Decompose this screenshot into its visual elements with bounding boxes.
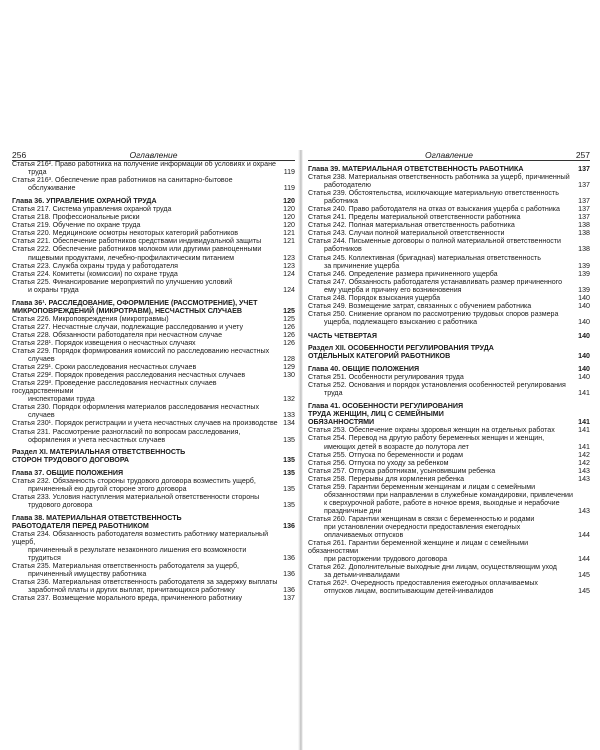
- toc-entry-row: [308, 426, 590, 434]
- toc-entry-title: Статья 237. Возмещение морального вреда, причиненного работнику: [12, 594, 243, 603]
- toc-entry-title: ОТДЕЛЬНЫХ КАТЕГОРИЙ РАБОТНИКОВ: [308, 352, 451, 361]
- toc-entry-title: Статья 260. Гарантии женщинам в связи с беременностью и родами: [308, 514, 535, 523]
- toc-page-number: 138: [578, 245, 590, 254]
- toc-entry-row: [308, 515, 590, 523]
- toc-entry-title: Статья 254. Перевод на другую работу беременных женщин и женщин,: [308, 434, 545, 443]
- toc-entry-row: [308, 310, 590, 318]
- toc-entry-title: Статья 255. Отпуска по беременности и родам: [308, 450, 463, 459]
- toc-entry-title: имеющих детей в возрасте до полутора лет: [324, 442, 469, 451]
- toc-page-number: 133: [283, 411, 295, 420]
- toc-page-number: 135: [283, 484, 295, 493]
- toc-page-number: 141: [578, 426, 590, 435]
- toc-entry-row: [12, 315, 295, 323]
- toc-page-number: 137: [283, 594, 295, 603]
- toc-entry-row: [12, 586, 295, 594]
- toc-entry-row: [12, 205, 295, 213]
- toc-entry-title: Раздел XII. ОСОБЕННОСТИ РЕГУЛИРОВАНИЯ ТРУДА: [308, 343, 494, 352]
- toc-page-number: 138: [578, 229, 590, 238]
- toc-entry-title: Статья 230¹. Порядок регистрации и учета несчастных случаев на производстве: [12, 419, 278, 428]
- toc-section-row: [12, 448, 295, 456]
- toc-page-number: 121: [283, 237, 295, 246]
- toc-entry-title: оформления и учета несчастных случаев: [28, 435, 166, 444]
- toc-entry-row: [308, 181, 590, 189]
- toc-entry-title: Статья 245. Коллективная (бригадная) материальная ответственность: [308, 253, 541, 262]
- toc-entry-row: [308, 571, 590, 579]
- toc-entry-title: Глава 41. ОСОБЕННОСТИ РЕГУЛИРОВАНИЯ: [308, 402, 464, 411]
- toc-entry-title: инспекторами труда: [28, 395, 95, 404]
- toc-entry-title: Статья 249. Возмещение затрат, связанных с обучением работника: [308, 301, 532, 310]
- toc-entry-title: работника: [324, 197, 359, 206]
- toc-entry-title: Статья 251. Особенности регулирования труда: [308, 373, 464, 382]
- toc-entry-row: [308, 237, 590, 245]
- toc-entry-title: причиненный в результате незаконного лишения его возможности трудиться: [28, 546, 247, 563]
- toc-entry-row: [12, 578, 295, 586]
- toc-page-number: 143: [578, 506, 590, 515]
- toc-entry-title: Статья 219. Обучение по охране труда: [12, 221, 141, 230]
- toc-entry-title: Статья 229³. Проведение расследования несчастных случаев государственными: [12, 379, 217, 396]
- toc-entry-title: Статья 233. Условия наступления материальной ответственности стороны: [12, 492, 260, 501]
- toc-page-number: 135: [283, 468, 295, 477]
- toc-entry-row: [12, 355, 295, 363]
- toc-section-row: [308, 344, 590, 352]
- toc-page-number: 137: [578, 213, 590, 222]
- toc-entry-row: [12, 428, 295, 436]
- toc-page-number: 125: [283, 306, 295, 315]
- toc-entry-title: случаев: [28, 355, 55, 364]
- toc-entry-row: [12, 530, 295, 546]
- toc-entry-title: Статья 216³. Обеспечение прав работников на санитарно-бытовое: [12, 176, 233, 185]
- toc-entry-title: Статья 244. Письменные договоры о полной материальной ответственности: [308, 237, 562, 246]
- toc-page-number: 123: [283, 261, 295, 270]
- toc-entry-title: работодателю: [324, 181, 371, 190]
- blank-top-margin: [0, 0, 600, 148]
- toc-page-number: 137: [578, 181, 590, 190]
- toc-page-number: 120: [283, 205, 295, 214]
- toc-entry-row: [12, 323, 295, 331]
- toc-entry-row: [12, 286, 295, 294]
- toc-entry-row: [12, 403, 295, 411]
- toc-entry-row: [308, 483, 590, 491]
- toc-entry-title: ему ущерба и причину его возникновения: [324, 285, 462, 294]
- toc-entry-row: [12, 221, 295, 229]
- toc-entry-title: Статья 250. Снижение органом по рассмотрению трудовых споров размера: [308, 309, 559, 318]
- toc-entry-title: Статья 238. Материальная ответственность работника за ущерб, причиненный: [308, 173, 570, 182]
- toc-entry-title: Статья 246. Определение размера причиненного ущерба: [308, 269, 498, 278]
- toc-page-number: 134: [283, 419, 295, 428]
- toc-entry-title: Статья 262. Дополнительные выходные дни лицам, осуществляющим уход: [308, 563, 557, 572]
- toc-entry-row: [308, 587, 590, 595]
- toc-entry-title: заработной платы и других выплат, причитающихся работнику: [28, 586, 235, 595]
- toc-page-number: 140: [578, 331, 590, 340]
- toc-entry-row: [308, 286, 590, 294]
- toc-entry-row: [308, 245, 590, 253]
- toc-page-number: 120: [283, 221, 295, 230]
- toc-page-number: 124: [283, 269, 295, 278]
- toc-part-row: [308, 332, 590, 340]
- toc-entry-row: [308, 294, 590, 302]
- toc-entry-title: Глава 36. УПРАВЛЕНИЕ ОХРАНОЙ ТРУДА: [12, 197, 157, 206]
- toc-entry-row: [308, 381, 590, 389]
- toc-entry-row: [12, 278, 295, 286]
- toc-entry-title: Статья 230. Порядок оформления материалов расследования несчастных: [12, 403, 260, 412]
- toc-page-number: 136: [283, 570, 295, 579]
- toc-page-number: 126: [283, 322, 295, 331]
- toc-entry-title: обязанностями при направлении в служебные командировки, привлечении: [324, 490, 573, 499]
- toc-page-number: 139: [578, 285, 590, 294]
- toc-entry-title: Статья 240. Право работодателя на отказ от взыскания ущерба с работника: [308, 205, 560, 214]
- toc-entry-row: [308, 302, 590, 310]
- toc-entry-title: оплачиваемых отпусков: [324, 531, 404, 540]
- toc-entry-row: [308, 318, 590, 326]
- toc-entry-title: Статья 224. Комитеты (комиссии) по охране труда: [12, 269, 178, 278]
- toc-page-number: 141: [578, 442, 590, 451]
- toc-entry-title: Статья 252. Основания и порядок установления особенностей регулирования: [308, 381, 566, 390]
- toc-entry-row: [12, 229, 295, 237]
- toc-entry-title: Статья 231. Рассмотрение разногласий по вопросам расследования,: [12, 427, 241, 436]
- toc-entry-row: [308, 270, 590, 278]
- toc-entry-title: Статья 234. Обязанность работодателя возместить работнику материальный ущерб,: [12, 530, 269, 547]
- toc-page-number: 132: [283, 395, 295, 404]
- toc-entry-title: Глава 39. МАТЕРИАЛЬНАЯ ОТВЕТСТВЕННОСТЬ РАБОТНИКА: [308, 165, 524, 173]
- toc-entry-row: [12, 176, 295, 184]
- toc-entry-title: при расторжении трудового договора: [324, 555, 448, 564]
- toc-entry-title: РАБОТОДАТЕЛЯ ПЕРЕД РАБОТНИКОМ: [12, 521, 149, 530]
- toc-entry-title: пищевыми продуктами, лечебно-профилактическим питанием: [28, 253, 234, 262]
- toc-entry-row: [308, 373, 590, 381]
- toc-entry-title: МИКРОПОВРЕЖДЕНИЙ (МИКРОТРАВМ), НЕСЧАСТНЫХ СЛУЧАЕВ: [12, 306, 243, 315]
- toc-page-number: 141: [578, 389, 590, 398]
- toc-chapter-row: [308, 165, 590, 173]
- toc-entry-title: причиненный имуществу работника: [28, 570, 147, 579]
- toc-entry-row: [308, 451, 590, 459]
- toc-entry-row: [12, 395, 295, 403]
- toc-entry-title: Статья 248. Порядок взыскания ущерба: [308, 293, 441, 302]
- toc-page-number: 121: [283, 229, 295, 238]
- toc-page-number: 119: [283, 168, 295, 177]
- toc-entry-row: [308, 531, 590, 539]
- toc-entry-row: [12, 184, 295, 192]
- toc-entry-row: [12, 347, 295, 355]
- toc-entry-title: Статья 225. Финансирование мероприятий по улучшению условий: [12, 277, 233, 286]
- toc-entry-title: причиненный ею другой стороне этого договора: [28, 484, 187, 493]
- toc-entry-title: Статья 228¹. Порядок извещения о несчастных случаях: [12, 338, 196, 347]
- toc-page-number: 136: [283, 521, 295, 530]
- toc-entry-title: Статья 228. Обязанности работодателя при несчастном случае: [12, 330, 223, 339]
- toc-entry-title: Статья 253. Обеспечение охраны здоровья женщин на отдельных работах: [308, 426, 555, 435]
- toc-entry-title: ЧАСТЬ ЧЕТВЕРТАЯ: [308, 331, 377, 340]
- toc-section-cont-row: [12, 456, 295, 464]
- toc-entry-row: [308, 229, 590, 237]
- toc-entry-row: [12, 363, 295, 371]
- toc-chapter-row: [12, 299, 295, 307]
- toc-entry-row: [308, 491, 590, 499]
- toc-page-number: 143: [578, 474, 590, 483]
- toc-entry-row: [12, 477, 295, 485]
- toc-page-number: 145: [578, 587, 590, 596]
- toc-entry-title: Статья 236. Материальная ответственность работодателя за задержку выплаты: [12, 578, 278, 587]
- toc-entry-title: Статья 262¹. Очередность предоставления ежегодных оплачиваемых: [308, 579, 538, 588]
- toc-entry-title: Раздел XI. МАТЕРИАЛЬНАЯ ОТВЕТСТВЕННОСТЬ: [12, 447, 186, 456]
- toc-entry-title: ущерба, подлежащего взысканию с работника: [324, 317, 478, 326]
- right-page-toc: [308, 160, 590, 595]
- toc-chapter-cont-row: [308, 410, 590, 418]
- toc-page-number: 140: [578, 293, 590, 302]
- toc-entry-title: Статья 216². Право работника на получение информации об условиях и охране: [12, 160, 276, 168]
- toc-entry-row: [12, 237, 295, 245]
- toc-entry-row: [308, 434, 590, 442]
- toc-entry-row: [12, 379, 295, 395]
- toc-page-number: 136: [283, 554, 295, 563]
- toc-page-number: 141: [578, 418, 590, 427]
- toc-entry-title: Глава 38. МАТЕРИАЛЬНАЯ ОТВЕТСТВЕННОСТЬ: [12, 513, 182, 522]
- toc-entry-title: работников: [324, 245, 362, 254]
- toc-entry-title: Статья 220. Медицинские осмотры некоторых категорий работников: [12, 229, 239, 238]
- toc-entry-row: [12, 168, 295, 176]
- toc-page-number: 126: [283, 338, 295, 347]
- left-page-toc: [12, 160, 295, 602]
- toc-entry-title: Статья 259. Гарантии беременным женщинам и лицам с семейными: [308, 482, 536, 491]
- toc-section-cont-row: [308, 352, 590, 360]
- toc-page-number: 140: [578, 301, 590, 310]
- toc-entry-title: Статья 217. Система управления охраной труда: [12, 205, 172, 214]
- right-page-number: 257: [575, 150, 590, 160]
- toc-entry-row: [12, 411, 295, 419]
- toc-entry-row: [308, 579, 590, 587]
- toc-entry-title: случаев: [28, 411, 55, 420]
- toc-entry-row: [12, 213, 295, 221]
- toc-page-number: 125: [283, 314, 295, 323]
- toc-page-number: 137: [578, 197, 590, 206]
- toc-entry-row: [12, 493, 295, 501]
- toc-entry-title: Статья 261. Гарантии беременной женщине и лицам с семейными обязанностями: [308, 539, 529, 556]
- toc-entry-title: Статья 243. Случаи полной материальной ответственности: [308, 229, 505, 238]
- toc-entry-row: [12, 501, 295, 509]
- toc-entry-row: [12, 245, 295, 253]
- toc-entry-row: [308, 213, 590, 221]
- toc-entry-row: [12, 594, 295, 602]
- toc-entry-title: СТОРОН ТРУДОВОГО ДОГОВОРА: [12, 455, 130, 464]
- toc-entry-row: [308, 475, 590, 483]
- toc-entry-row: [308, 389, 590, 397]
- toc-entry-title: Глава 40. ОБЩИЕ ПОЛОЖЕНИЯ: [308, 365, 420, 374]
- toc-page-number: 120: [283, 213, 295, 222]
- toc-chapter-row: [12, 469, 295, 477]
- toc-entry-title: Глава 36¹. РАССЛЕДОВАНИЕ, ОФОРМЛЕНИЕ (РАССМОТРЕНИЕ), УЧЕТ: [12, 298, 258, 307]
- toc-entry-row: [308, 197, 590, 205]
- toc-entry-title: Глава 37. ОБЩИЕ ПОЛОЖЕНИЯ: [12, 468, 124, 477]
- toc-entry-row: [12, 562, 295, 570]
- toc-entry-row: [308, 507, 590, 515]
- toc-entry-row: [12, 160, 295, 168]
- toc-entry-row: [308, 467, 590, 475]
- toc-page-number: 130: [283, 371, 295, 380]
- toc-entry-title: труда: [324, 389, 343, 398]
- toc-entry-row: [308, 189, 590, 197]
- toc-page-number: 140: [578, 365, 590, 374]
- toc-page-number: 137: [578, 165, 590, 173]
- toc-page-number: 136: [283, 586, 295, 595]
- toc-entry-row: [12, 419, 295, 427]
- toc-entry-row: [308, 555, 590, 563]
- toc-entry-title: праздничные дни: [324, 506, 382, 515]
- toc-entry-title: и охраны труда: [28, 285, 79, 294]
- toc-chapter-cont-row: [12, 522, 295, 530]
- toc-entry-row: [308, 221, 590, 229]
- toc-entry-title: Статья 229. Порядок формирования комиссий по расследованию несчастных: [12, 347, 270, 356]
- toc-entry-title: Статья 227. Несчастные случаи, подлежащие расследованию и учету: [12, 322, 244, 331]
- toc-entry-title: за детьми-инвалидами: [324, 571, 400, 580]
- toc-chapter-cont-row: [12, 307, 295, 315]
- toc-entry-title: к сверхурочной работе, работе в ночное время, выходные и нерабочие: [324, 498, 560, 507]
- book-gutter: [298, 150, 303, 750]
- toc-entry-title: Статья 257. Отпуска работникам, усыновившим ребенка: [308, 466, 496, 475]
- toc-entry-row: [308, 254, 590, 262]
- toc-entry-title: ТРУДА ЖЕНЩИН, ЛИЦ С СЕМЕЙНЫМИ: [308, 410, 444, 419]
- right-running-title: Оглавление: [424, 150, 474, 160]
- toc-page-number: 140: [578, 317, 590, 326]
- toc-entry-row: [12, 254, 295, 262]
- toc-chapter-cont-row: [308, 418, 590, 426]
- toc-entry-row: [12, 485, 295, 493]
- toc-page-number: 128: [283, 355, 295, 364]
- toc-chapter-row: [308, 365, 590, 373]
- toc-entry-row: [308, 443, 590, 451]
- toc-entry-row: [308, 523, 590, 531]
- toc-page-number: 139: [578, 261, 590, 270]
- toc-entry-title: трудового договора: [28, 500, 93, 509]
- toc-entry-row: [12, 339, 295, 347]
- toc-entry-row: [12, 331, 295, 339]
- left-page-number: 256: [12, 150, 27, 160]
- toc-entry-title: обслуживание: [28, 184, 76, 193]
- toc-entry-title: за причинение ущерба: [324, 261, 400, 270]
- toc-entry-title: Статья 222. Обеспечение работников молоком или другими равноценными: [12, 245, 262, 254]
- toc-entry-title: Статья 229². Порядок проведения расследования несчастных случаев: [12, 371, 246, 380]
- toc-entry-title: Статья 218. Профессиональные риски: [12, 213, 140, 222]
- toc-page-number: 124: [283, 285, 295, 294]
- toc-page-number: 142: [578, 458, 590, 467]
- toc-entry-row: [12, 262, 295, 270]
- toc-entry-title: Статья 256. Отпуска по уходу за ребенком: [308, 458, 449, 467]
- toc-entry-title: Статья 241. Пределы материальной ответственности работника: [308, 213, 521, 222]
- toc-entry-row: [308, 499, 590, 507]
- toc-entry-title: Статья 226. Микроповреждения (микротравмы): [12, 314, 169, 323]
- toc-entry-row: [308, 262, 590, 270]
- toc-page-number: 144: [578, 555, 590, 564]
- toc-entry-row: [308, 173, 590, 181]
- toc-chapter-row: [12, 514, 295, 522]
- toc-entry-row: [308, 459, 590, 467]
- toc-page-number: 135: [283, 500, 295, 509]
- toc-chapter-row: [12, 197, 295, 205]
- toc-page-number: 123: [283, 253, 295, 262]
- toc-page-number: 144: [578, 531, 590, 540]
- toc-page-number: 126: [283, 330, 295, 339]
- toc-entry-title: Статья 229¹. Сроки расследования несчастных случаев: [12, 363, 197, 372]
- toc-entry-row: [308, 278, 590, 286]
- toc-entry-title: Статья 221. Обеспечение работников средствами индивидуальной защиты: [12, 237, 262, 246]
- toc-page-number: 120: [283, 197, 295, 206]
- toc-entry-title: отпусков лицам, воспитывающим детей-инвалидов: [324, 587, 494, 596]
- toc-page-number: 143: [578, 466, 590, 475]
- left-running-title: Оглавление: [129, 150, 178, 160]
- toc-entry-title: ОБЯЗАННОСТЯМИ: [308, 418, 375, 427]
- toc-page-number: 140: [578, 373, 590, 382]
- toc-entry-title: Статья 235. Материальная ответственность работодателя за ущерб,: [12, 562, 240, 571]
- toc-page-number: 140: [578, 352, 590, 361]
- toc-entry-title: Статья 258. Перерывы для кормления ребенка: [308, 474, 465, 483]
- toc-page-number: 119: [283, 184, 295, 193]
- toc-entry-row: [12, 546, 295, 562]
- toc-entry-title: при установлении очередности предоставления ежегодных: [324, 522, 521, 531]
- toc-page-number: 138: [578, 221, 590, 230]
- toc-entry-row: [12, 371, 295, 379]
- toc-page-number: 139: [578, 269, 590, 278]
- toc-entry-row: [12, 436, 295, 444]
- toc-page-number: 145: [578, 571, 590, 580]
- toc-entry-row: [308, 539, 590, 555]
- toc-entry-row: [308, 563, 590, 571]
- toc-page-number: 137: [578, 205, 590, 214]
- toc-entry-row: [12, 570, 295, 578]
- toc-entry-row: [12, 270, 295, 278]
- toc-entry-title: Статья 247. Обязанность работодателя устанавливать размер причиненного: [308, 277, 563, 286]
- toc-entry-title: труда: [28, 168, 47, 177]
- toc-entry-title: Статья 239. Обстоятельства, исключающие материальную ответственность: [308, 189, 559, 198]
- toc-page-number: 129: [283, 363, 295, 372]
- toc-page-number: 135: [283, 455, 295, 464]
- toc-page-number: 135: [283, 435, 295, 444]
- toc-entry-row: [308, 205, 590, 213]
- toc-entry-title: Статья 223. Служба охраны труда у работодателя: [12, 261, 178, 270]
- toc-page-number: 142: [578, 450, 590, 459]
- toc-entry-title: Статья 232. Обязанность стороны трудового договора возместить ущерб,: [12, 476, 256, 485]
- toc-entry-title: Статья 242. Полная материальная ответственность работника: [308, 221, 515, 230]
